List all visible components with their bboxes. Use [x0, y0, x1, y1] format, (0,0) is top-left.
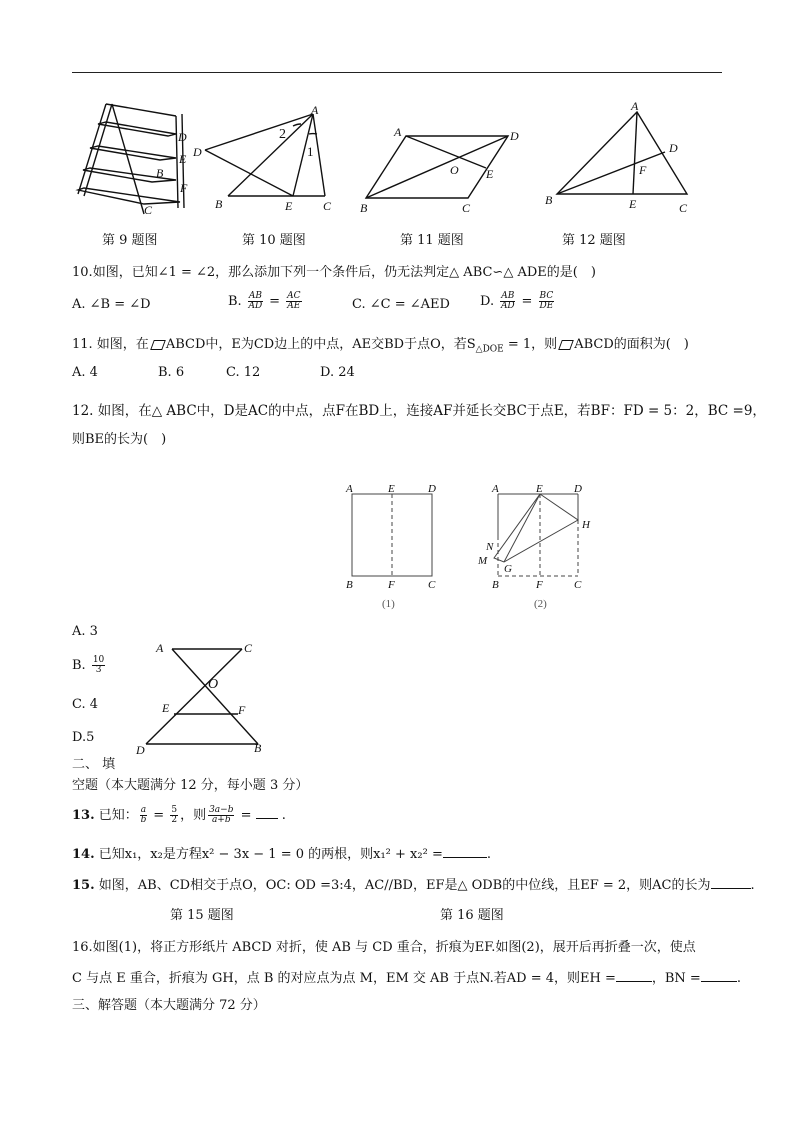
- figure-16-2: [474, 480, 604, 615]
- q14-text: 已知x₁，x₂是方程x² − 3x − 1 = 0 的两根，则x₁² + x₂² =: [98, 847, 443, 862]
- parallelogram-icon: [150, 340, 166, 350]
- q12-option-c: C. 4: [72, 697, 99, 712]
- f16b-label-a: A: [492, 483, 499, 495]
- caption-fig12: 第 12 题图: [562, 233, 626, 248]
- q10-d-frac2: $\frac{BC}{DE}$: [539, 291, 554, 311]
- f12-label-f: F: [639, 163, 647, 177]
- question-11: [72, 333, 689, 355]
- f16b-label-b: B: [492, 579, 499, 591]
- q10-text: 如图，已知∠1 = ∠2，那么添加下列一个条件后，仍无法判定△ ABC∽△ ADE的是( ): [92, 265, 596, 280]
- q13-mid: ，则: [180, 808, 207, 823]
- q13-end: .: [277, 808, 286, 823]
- q16-line2: [72, 967, 741, 986]
- q15-num: 15.: [72, 878, 95, 893]
- f12-label-a: A: [631, 99, 639, 113]
- q15-answer-blank[interactable]: [711, 876, 751, 889]
- caption-fig15: 第 15 题图: [170, 908, 234, 923]
- f16b-label-m: M: [478, 555, 488, 567]
- f10-label-a: A: [311, 103, 319, 117]
- q13-frac-52: $\frac{5}{2}$: [171, 805, 178, 825]
- f9-label-c: C: [144, 203, 153, 217]
- q13-answer-blank[interactable]: [256, 806, 278, 819]
- q15-text: 如图，AB、CD相交于点O，OC: OD =3:4，AC//BD，EF是△ ODB的中位线，且EF = 2，则AC的长为: [98, 878, 711, 893]
- q10-d-frac1: $\frac{AB}{AD}$: [500, 291, 515, 311]
- f16a-label-c: C: [428, 579, 436, 591]
- question-14: [72, 843, 491, 862]
- f9-label-f: F: [180, 181, 188, 195]
- q10-b-frac2: $\frac{AC}{AE}$: [287, 291, 301, 311]
- q11-text-d: ABCD的面积为( ): [574, 337, 689, 352]
- q11-sub: △DOE: [475, 344, 504, 355]
- f15-label-d: D: [136, 743, 145, 757]
- f12-label-e: E: [629, 197, 637, 211]
- figure-11: [358, 126, 528, 216]
- f16a-label-a: A: [346, 483, 353, 495]
- f12-label-b: B: [545, 193, 553, 207]
- f10-label-e: E: [285, 199, 293, 213]
- q10-option-a: A. ∠B = ∠D: [72, 297, 151, 312]
- f15-label-f: F: [238, 703, 246, 717]
- q16-line2-text: C 与点 E 重合，折痕为 GH，点 B 的对应点为点 M，EM 交 AB 于点N.若AD = 4，则EH =: [72, 971, 616, 986]
- f16b-label-caption: (2): [534, 598, 547, 610]
- q10-d-label: D.: [480, 294, 495, 309]
- section-2-title-line1: 二、 填: [72, 757, 116, 772]
- caption-fig9: 第 9 题图: [102, 233, 158, 248]
- f9-label-e: E: [179, 152, 187, 166]
- question-15: [72, 874, 755, 893]
- f15-label-o: O: [208, 677, 219, 692]
- section-2-title-line2: 空题（本大题满分 12 分，每小题 3 分）: [72, 778, 309, 793]
- q14-end: .: [486, 847, 491, 862]
- q13-pre: 已知：: [98, 808, 138, 823]
- parallelogram-icon: [558, 340, 574, 350]
- q16-line1: 16.如图(1)，将正方形纸片 ABCD 对折，使 AB 与 CD 重合，折痕为EF.如图(2)，展开后再折叠一次，使点: [72, 940, 696, 955]
- q11-option-b: B. 6: [158, 365, 185, 380]
- q10-b-frac1: $\frac{AB}{AD}$: [248, 291, 263, 311]
- f11-label-a: A: [394, 125, 402, 139]
- f16b-label-e: E: [536, 483, 543, 495]
- f11-label-o: O: [450, 163, 459, 177]
- f11-label-d: D: [510, 129, 519, 143]
- q12-option-b: [72, 656, 107, 675]
- q13-frac-ab: $\frac{a}{b}$: [140, 805, 147, 825]
- f12-label-d: D: [669, 141, 678, 155]
- f16a-label-f: F: [388, 579, 395, 591]
- q13-post: =: [236, 808, 256, 823]
- figure-15: [134, 640, 274, 755]
- q12-b-label: B.: [72, 658, 86, 673]
- f16a-label-e: E: [388, 483, 395, 495]
- caption-fig11: 第 11 题图: [400, 233, 464, 248]
- f10-label-b: B: [215, 197, 223, 211]
- f15-label-a: A: [156, 641, 164, 655]
- q10-option-d: [480, 292, 556, 311]
- q11-option-c: C. 12: [226, 365, 261, 380]
- q11-text-b: ABCD中，E为CD边上的中点，AE交BD于点O，若S: [165, 337, 476, 352]
- f10-label-2: 2: [279, 127, 286, 142]
- q12-line2: 则BE的长为( ): [72, 432, 167, 447]
- q16-answer-blank-eh[interactable]: [616, 969, 652, 982]
- q13-frac-expr: $\frac{3a-b}{a+b}$: [209, 805, 234, 825]
- f16b-label-g: G: [504, 563, 512, 575]
- figure-10: [193, 104, 343, 216]
- f9-label-b: B: [156, 166, 164, 180]
- q16-end: .: [736, 971, 741, 986]
- q14-num: 14.: [72, 847, 95, 862]
- header-rule: [72, 72, 722, 73]
- q12-b-frac: $\frac{10}{3}$: [92, 655, 105, 675]
- f16a-label-d: D: [428, 483, 436, 495]
- f9-label-d: D: [178, 130, 187, 144]
- f16b-label-f: F: [536, 579, 543, 591]
- q11-text-a: 11. 如图，在: [72, 337, 149, 352]
- q12-option-a: A. 3: [72, 624, 98, 639]
- f12-label-c: C: [679, 201, 688, 215]
- question-13: [72, 804, 286, 825]
- q10-b-label: B.: [228, 294, 242, 309]
- q13-eq: =: [149, 808, 169, 823]
- q11-option-d: D. 24: [320, 365, 355, 380]
- f15-label-e: E: [162, 701, 170, 715]
- q10-b-eq: =: [269, 294, 280, 309]
- caption-fig10: 第 10 题图: [242, 233, 306, 248]
- f10-label-1: 1: [307, 144, 314, 159]
- figure-9-shelf: [76, 104, 191, 216]
- f11-label-b: B: [360, 201, 368, 215]
- f11-label-e: E: [486, 167, 494, 181]
- f15-label-c: C: [244, 641, 253, 655]
- q14-answer-blank[interactable]: [443, 845, 487, 858]
- q11-text-c: = 1，则: [503, 337, 558, 352]
- f10-label-c: C: [323, 199, 332, 213]
- q16-mid: ，BN =: [651, 971, 701, 986]
- f16a-label-caption: (1): [382, 598, 395, 610]
- f16b-label-c: C: [574, 579, 582, 591]
- q16-answer-blank-bn[interactable]: [701, 969, 737, 982]
- q12-line1: 12. 如图，在△ ABC中，D是AC的中点，点F在BD上，连接AF并延长交BC于点E，若BF：FD = 5：2，BC =9，: [72, 403, 766, 419]
- f16b-label-n: N: [486, 541, 494, 553]
- q10-option-c: C. ∠C = ∠AED: [352, 297, 450, 312]
- figure-12: [545, 100, 695, 216]
- q12-option-d: D.5: [72, 730, 95, 745]
- f11-label-c: C: [462, 201, 471, 215]
- caption-fig16: 第 16 题图: [440, 908, 504, 923]
- f16b-label-h: H: [582, 519, 590, 531]
- f16a-label-b: B: [346, 579, 353, 591]
- f10-label-d: D: [193, 145, 202, 159]
- figure-16-1: [340, 480, 450, 615]
- q10-d-eq: =: [521, 294, 533, 309]
- f15-label-b: B: [254, 741, 262, 755]
- q11-option-a: A. 4: [72, 365, 98, 380]
- q13-num: 13.: [72, 808, 95, 823]
- question-10: [72, 261, 596, 280]
- q15-end: .: [750, 878, 755, 893]
- q10-option-b: [228, 292, 304, 311]
- q10-text-num: 10.: [72, 265, 93, 280]
- section-3-title: 三、解答题（本大题满分 72 分）: [72, 998, 266, 1013]
- f16b-label-d: D: [574, 483, 582, 495]
